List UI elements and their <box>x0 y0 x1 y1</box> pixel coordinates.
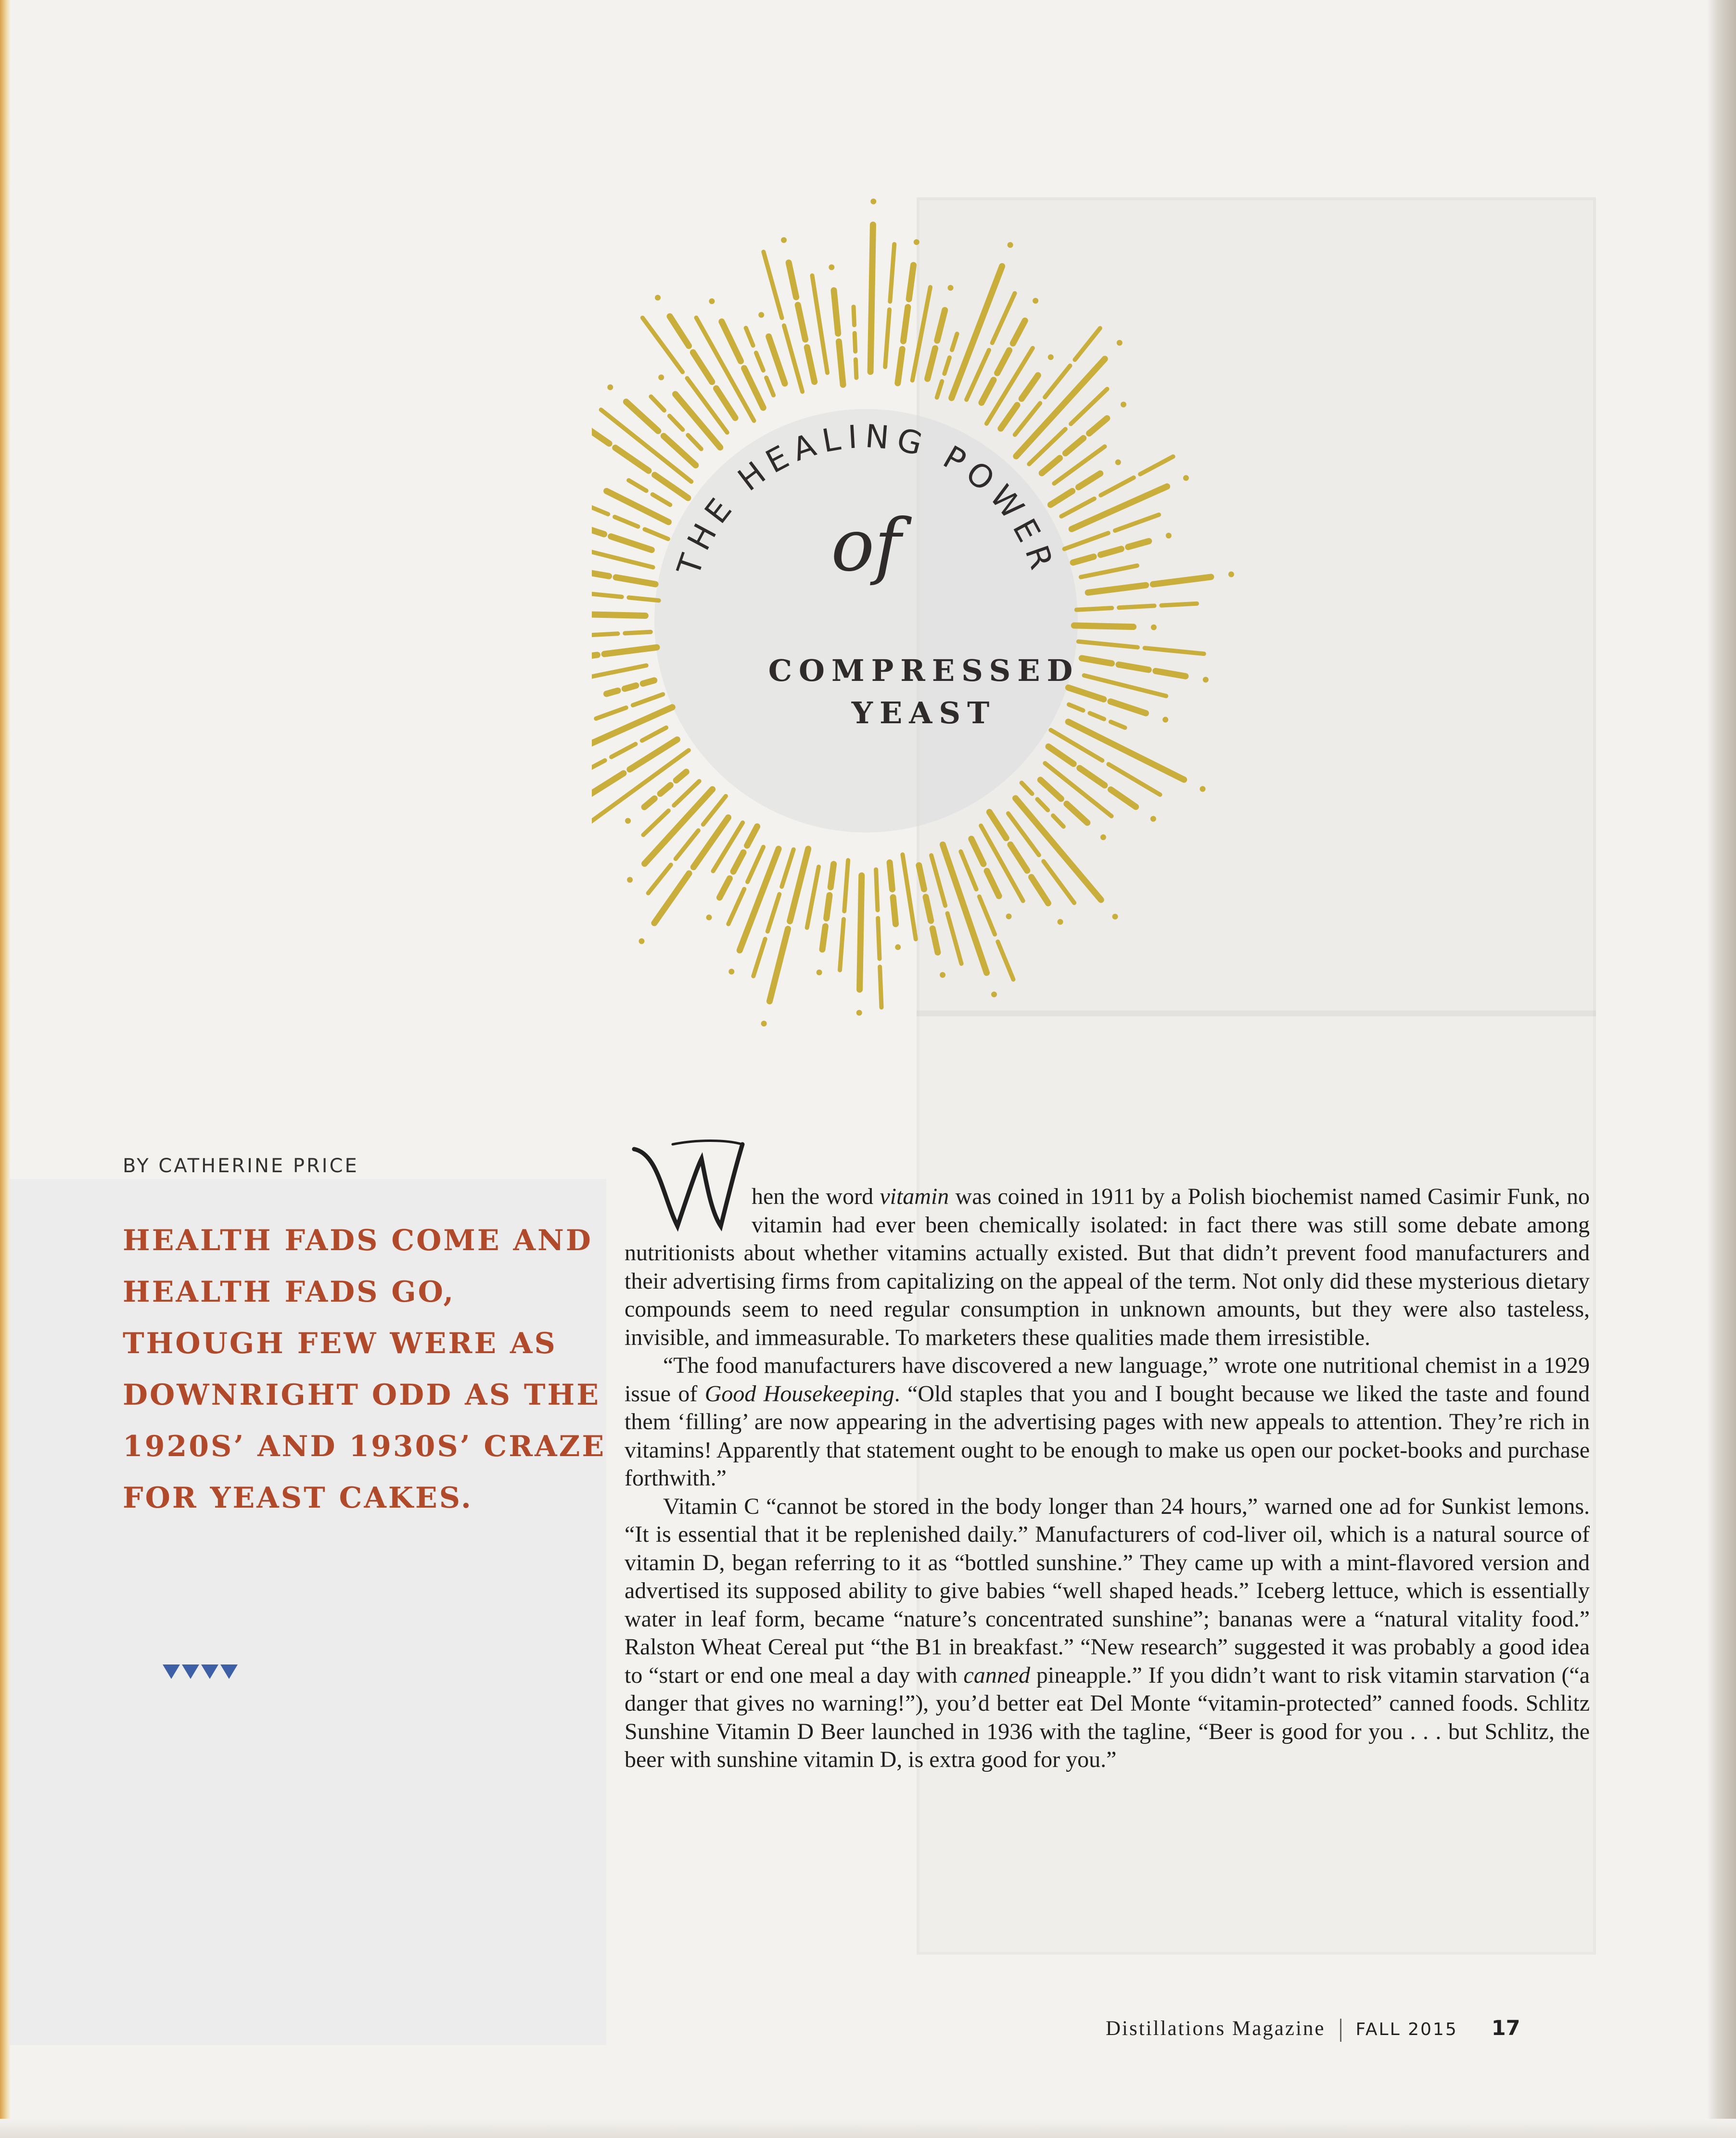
sunburst-ray <box>937 310 945 341</box>
sunburst-ray <box>1061 499 1095 516</box>
sunburst-ray <box>893 897 895 924</box>
sunburst-ray <box>629 480 647 491</box>
paragraph-3: Vitamin C “cannot be stored in the body longer than 24 hours,” warned one ad for Sunkist lemons. “It is essential that it be replenished daily.” Manufacturers of cod-liver oil, which is a natural source of vitamin D, began referring to it as “bottled sunshine.” They came up with a mint-flavored version and advertised its supposed ability to give babies “well shaped heads.” Iceberg lettuce, which is essentially water in leaf form, became “nature’s concentrated sunshine”; bananas were a “natural vitality food.” Ralston Wheat Cereal put “the B1 in breakfast.” “New research” suggested it was probably a good idea to “start or end one meal a day with canned pineapple.” If you didn’t want to risk vitamin starvation (“a danger that gives no warning!”), you’d better eat Del Monte “vitamin-protected” canned foods. Schlitz Sunshine Vitamin D Beer launched in 1936 with the tagline, “Beer is good for you . . . but Schlitz, the beer with sunshine vitamin D, is extra good for you.” <box>625 1493 1590 1772</box>
sunburst-dot <box>625 818 631 824</box>
sunburst-ray <box>615 448 649 471</box>
sunburst-dot <box>1117 340 1123 346</box>
sunburst-dot <box>895 944 901 950</box>
sunburst-dot <box>1121 402 1126 408</box>
sunburst-ray <box>830 864 833 887</box>
sunburst-ray <box>1021 375 1038 399</box>
sunburst-ray <box>1089 418 1107 433</box>
sunburst-ray <box>979 896 995 935</box>
sunburst-ray <box>767 894 779 931</box>
sunburst-dot <box>1183 475 1189 481</box>
sunburst-ray <box>611 537 652 550</box>
sunburst-ray <box>937 381 942 397</box>
sunburst-ray <box>1021 783 1032 794</box>
sunburst-dot <box>991 991 997 997</box>
sunburst-ray <box>592 760 605 773</box>
sunburst-ray <box>1080 768 1105 785</box>
sunburst-ray <box>855 359 856 378</box>
sunburst-ray <box>644 798 654 807</box>
sunburst-ray <box>648 865 671 893</box>
sunburst-ray <box>744 368 764 408</box>
sunburst-ray <box>971 839 983 864</box>
sunburst-dot <box>607 384 613 390</box>
sunburst-ray <box>1162 603 1197 605</box>
sunburst-ray <box>674 781 699 805</box>
sunburst-ray <box>807 347 814 382</box>
sunburst-ray <box>890 244 894 301</box>
sunburst-ray <box>629 598 659 601</box>
sunburst-dot <box>1115 460 1121 465</box>
pull-quote: HEALTH FADS COME AND HEALTH FADS GO, THOUGH FEW WERE AS DOWNRIGHT ODD AS THE 1920S’ AND 1930S’ CRAZE FOR YEAST CAKES. <box>123 1224 606 1515</box>
sunburst-ray <box>932 929 938 952</box>
sunburst-ray <box>753 939 765 976</box>
sunburst-dot <box>1048 354 1054 360</box>
sunburst-ray <box>1073 557 1094 563</box>
sunburst-ray <box>670 316 689 346</box>
issue-label: FALL 2015 <box>1355 2020 1458 2039</box>
sunburst-ray <box>626 402 658 431</box>
title-line-1: COMPRESSED <box>768 653 1080 688</box>
sunburst-ray <box>616 577 655 584</box>
page-bottom-edge <box>0 2119 1736 2138</box>
sunburst-dot <box>638 938 644 944</box>
sunburst-ray <box>693 818 728 867</box>
sunburst-dot <box>1033 298 1038 304</box>
sunburst-dot <box>758 312 764 318</box>
sunburst-dot <box>1150 816 1156 822</box>
sunburst-ray <box>688 435 702 449</box>
sunburst-ray <box>1100 549 1121 555</box>
sunburst-ray <box>645 529 668 539</box>
sunburst-ray <box>1072 486 1167 529</box>
sunburst-ray <box>880 967 881 1007</box>
sunburst-ray <box>834 290 838 333</box>
sunburst-ray <box>854 307 855 325</box>
page-number: 17 <box>1491 2016 1520 2040</box>
sunburst-dot <box>1008 242 1013 248</box>
sunburst-ray <box>592 594 622 597</box>
sunburst-dot <box>706 914 712 920</box>
sunburst-ray <box>876 870 878 910</box>
sunburst-ray <box>1053 816 1064 827</box>
sunburst-ray <box>676 831 698 859</box>
sunburst-ray <box>1013 320 1025 343</box>
svg-text:W: W <box>625 1119 647 1145</box>
sunburst-ray <box>655 475 688 498</box>
sunburst-ray <box>926 897 931 921</box>
sunburst-ray <box>1065 438 1083 453</box>
sunburst-ray <box>1101 478 1134 496</box>
sunburst-ray <box>740 849 779 950</box>
page-spine <box>0 0 11 2138</box>
sunburst-dot <box>940 972 945 978</box>
sunburst-center-disc <box>654 409 1078 832</box>
paragraph-2: “The food manufacturers have discovered a new language,” wrote one nutritional chemist in a 1929 issue of Good Housekeeping. “Old staples that you and I bought because we liked the taste and found them ‘filling’ are now appearing in the advertising pages with new appeals to attention. They’re rich in vitamins! Apparently that statement ought to be enough to make us open our pocket-books and purchase forthwith.” <box>625 1353 1590 1491</box>
sunburst-ray <box>798 305 805 340</box>
sunburst-ray <box>676 394 720 448</box>
sunburst-dot <box>1166 533 1172 538</box>
sunburst-dot <box>1228 572 1234 577</box>
sunburst-ray <box>870 225 873 372</box>
sunburst-ray <box>952 334 957 350</box>
sunburst-ray <box>840 919 844 970</box>
sunburst-ray <box>1115 515 1159 531</box>
sunburst-dot <box>1006 913 1012 919</box>
sunburst-ray <box>1075 328 1100 360</box>
sunburst-ray <box>716 388 736 418</box>
sunburst-ray <box>748 847 764 882</box>
dropcap-w-icon <box>625 1119 745 1236</box>
sunburst-dot <box>781 237 787 243</box>
sunburst-ray <box>945 358 950 374</box>
sunburst-ray <box>885 309 890 367</box>
article-body <box>625 1119 1590 1774</box>
article-title <box>625 650 1222 734</box>
sunburst-dot <box>655 295 661 301</box>
sunburst-ray <box>1032 877 1048 903</box>
sunburst-ray <box>722 321 741 361</box>
sunburst-ray <box>592 655 597 662</box>
sunburst-ray <box>807 867 818 928</box>
sunburst-ray <box>687 378 727 433</box>
sunburst-ray <box>909 265 913 299</box>
sunburst-ray <box>615 517 638 526</box>
sunburst-dot <box>1200 786 1205 792</box>
sunburst-ray <box>790 849 808 921</box>
sunburst-ray <box>660 785 670 794</box>
sunburst-ray <box>1064 533 1108 549</box>
sunburst-ray <box>987 871 999 896</box>
sunburst-ray <box>643 811 668 835</box>
sunburst-ray <box>592 521 604 534</box>
sunburst-ray <box>860 875 862 989</box>
sunburst-ray <box>669 416 683 430</box>
sunburst-ray <box>719 879 729 898</box>
sunburst-ray <box>1050 491 1072 505</box>
sunburst-ray <box>1042 458 1059 473</box>
sunburst-ray <box>592 569 609 576</box>
sunburst-ray <box>746 328 753 345</box>
sunburst-dot <box>829 264 834 270</box>
footer-divider <box>1340 2019 1341 2042</box>
sunburst-ray <box>764 252 782 318</box>
sunburst-dot <box>1151 625 1157 630</box>
sunburst-ray <box>827 895 830 918</box>
sunburst-dot <box>728 969 734 974</box>
sunburst-ray <box>928 348 935 379</box>
sunburst-ray <box>756 353 763 370</box>
title-line-2: YEAST <box>851 695 996 730</box>
sunburst-ray <box>1140 457 1174 474</box>
sunburst-ray <box>903 307 907 341</box>
sunburst-ray <box>1081 565 1137 577</box>
sunburst-ray <box>612 744 636 757</box>
sunburst-ray <box>1048 746 1073 764</box>
title-arc-text: THE HEALING POWER <box>670 417 1062 580</box>
sunburst-illustration <box>592 135 1323 1039</box>
sunburst-ray <box>652 495 670 505</box>
sunburst-ray <box>932 856 945 906</box>
sunburst-dot <box>658 374 664 380</box>
sunburst-ray <box>989 812 1006 838</box>
sunburst-ray <box>919 865 924 889</box>
sunburst-ray <box>592 504 608 514</box>
sunburst-ray <box>596 708 626 719</box>
sunburst-dot <box>627 877 633 883</box>
sunburst-ray <box>903 855 916 939</box>
sunburst-ray <box>747 826 757 845</box>
sunburst-ray <box>769 336 785 384</box>
sunburst-ray <box>947 913 961 964</box>
sunburst-ray <box>676 772 686 781</box>
paragraph-1: W hen the word vitamin was coined in 1911 by a Polish biochemist named Casimir Funk, no vitamin had ever been chemically isolated: in fact there was still some debate among nutritionists about whether vitamins actually existed. But that didn’t prevent food manufacturers and their advertising firms from capitalizing on the appeal of the term. Not only did these mysterious dietary compounds seem to need regular consumption in unknown amounts, but they were also tasteless, invisible, and immeasurable. To marketers these qualities made them irresistible. <box>625 1119 1590 1350</box>
sunburst-ray <box>606 691 618 694</box>
sunburst-ray <box>1088 585 1146 592</box>
sunburst-ray <box>651 397 664 410</box>
sunburst-ray <box>592 421 609 444</box>
sunburst-ray <box>592 539 653 567</box>
sunburst-ray <box>998 942 1013 980</box>
sunburst-ray <box>733 853 743 872</box>
title-of-script: of <box>831 504 901 588</box>
sunburst-ray <box>1076 608 1112 610</box>
sunburst-ray <box>1016 359 1105 456</box>
sunburst-ray <box>890 862 892 889</box>
sunburst-ray <box>1119 606 1155 608</box>
sunburst-ray <box>592 634 618 635</box>
sunburst-ray <box>1037 799 1048 810</box>
sunburst-dot <box>817 970 822 975</box>
sunburst-ray <box>898 349 902 383</box>
sunburst-ray <box>769 929 788 1001</box>
sunburst-ray <box>844 860 848 911</box>
sunburst-dot <box>870 199 876 205</box>
sunburst-ray <box>822 926 825 949</box>
sunburst-ray <box>878 918 880 959</box>
sunburst-ray <box>1001 405 1017 429</box>
sunburst-ray <box>1128 541 1149 547</box>
sunburst-ray <box>693 352 712 382</box>
sunburst-ray <box>766 378 774 395</box>
sunburst-ray <box>789 263 796 297</box>
sunburst-ray <box>997 350 1009 373</box>
sunburst-ray <box>1078 641 1137 647</box>
sunburst-ray <box>1074 626 1133 627</box>
sunburst-ray <box>961 851 976 889</box>
sunburst-dot <box>1058 919 1063 925</box>
sunburst-ray <box>1010 845 1027 871</box>
sunburst-dot <box>1100 834 1106 840</box>
magazine-name: Distillations Magazine <box>1106 2017 1326 2040</box>
sunburst-ray <box>592 614 645 615</box>
sunburst-ray <box>1078 474 1100 487</box>
sunburst-ray <box>782 849 793 886</box>
sunburst-ray <box>703 796 726 824</box>
sunburst-ray <box>1111 790 1136 807</box>
sunburst-ray <box>839 342 843 385</box>
sunburst-dot <box>709 298 715 304</box>
sunburst-dot <box>1112 914 1118 920</box>
sunburst-ray <box>1045 366 1070 397</box>
sunburst-ray <box>1044 861 1074 903</box>
sunburst-ray <box>1153 577 1211 584</box>
sunburst-ray <box>728 889 744 924</box>
sunburst-ray <box>1067 804 1087 822</box>
sunburst-dot <box>914 239 919 245</box>
sunburst-dot <box>948 285 954 291</box>
sunburst-ray <box>812 276 828 373</box>
page-edge <box>1707 0 1736 2138</box>
sunburst-dot <box>761 1021 767 1026</box>
triangle-ornament-icon <box>163 1663 240 1682</box>
sunburst-dot <box>856 1010 862 1016</box>
sunburst-ray <box>1040 780 1061 799</box>
sunburst-ray <box>982 380 994 403</box>
byline: BY CATHERINE PRICE <box>123 1155 359 1177</box>
page-footer <box>1106 2016 1520 2045</box>
sunburst-ray <box>625 632 651 633</box>
sunburst-ray <box>992 293 1015 343</box>
